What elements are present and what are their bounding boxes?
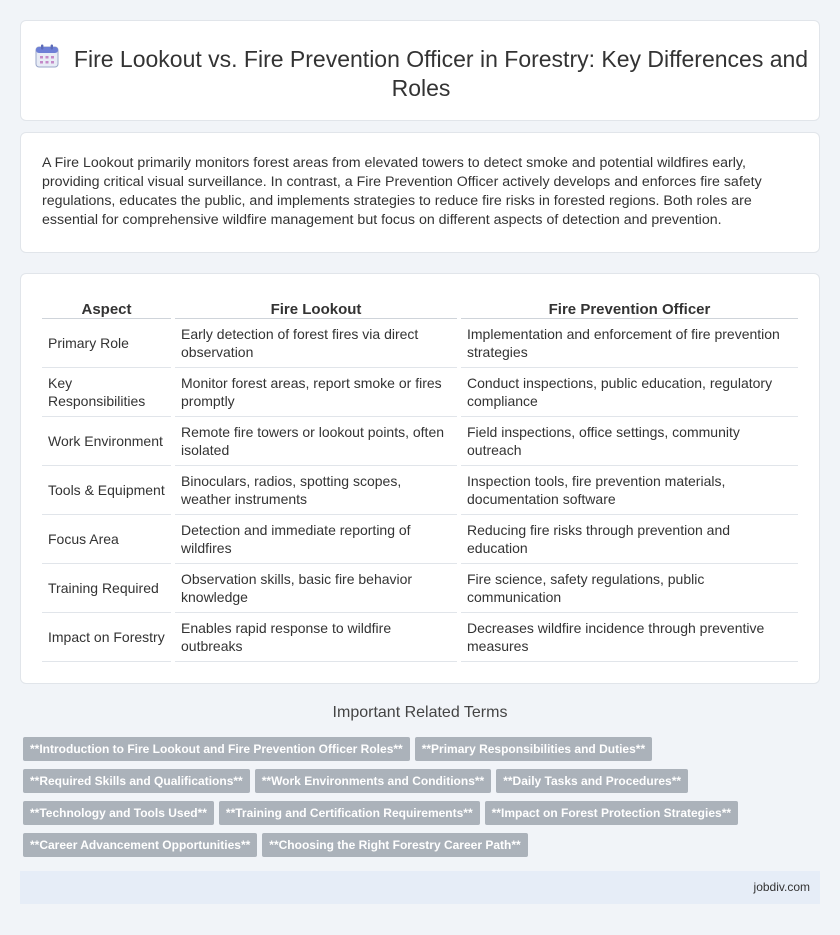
table-row [42,515,798,564]
row-fire-lookout: Binoculars, radios, spotting scopes, weather instruments [175,466,457,515]
row-fire-prevention-officer: Decreases wildfire incidence through preventive measures [461,613,798,662]
table-row [42,319,798,368]
row-aspect: Key Responsibilities [42,368,171,417]
related-term-tag[interactable]: **Impact on Forest Protection Strategies** [485,801,738,825]
header-fire-prevention-officer: Fire Prevention Officer [461,295,798,319]
table-row [42,466,798,515]
row-fire-lookout: Observation skills, basic fire behavior knowledge [175,564,457,613]
row-fire-lookout: Monitor forest areas, report smoke or fires promptly [175,368,457,417]
intro-card [20,132,820,253]
header-fire-lookout: Fire Lookout [175,295,457,319]
table-row [42,564,798,613]
footer [20,871,820,904]
row-fire-lookout: Early detection of forest fires via direct observation [175,319,457,368]
page-title-wrap [21,43,821,103]
row-fire-prevention-officer: Fire science, safety regulations, public communication [461,564,798,613]
row-fire-prevention-officer: Reducing fire risks through prevention and education [461,515,798,564]
row-fire-lookout: Enables rapid response to wildfire outbreaks [175,613,457,662]
page-title: Fire Lookout vs. Fire Prevention Officer in Forestry: Key Differences and Roles [73,46,809,101]
row-aspect: Training Required [42,564,171,613]
related-terms-title: Important Related Terms [332,704,508,721]
row-aspect: Tools & Equipment [42,466,171,515]
related-term-tag[interactable]: **Required Skills and Qualifications** [23,769,250,793]
related-term-tag[interactable]: **Daily Tasks and Procedures** [496,769,688,793]
row-fire-prevention-officer: Implementation and enforcement of fire prevention strategies [461,319,798,368]
row-fire-prevention-officer: Inspection tools, fire prevention materials, documentation software [461,466,798,515]
related-term-tag[interactable]: **Technology and Tools Used** [23,801,214,825]
row-aspect: Work Environment [42,417,171,466]
header-aspect: Aspect [42,295,171,319]
table-row [42,368,798,417]
table-row [42,417,798,466]
footer-site-link[interactable]: jobdiv.com [753,880,810,894]
row-fire-lookout: Remote fire towers or lookout points, often isolated [175,417,457,466]
related-term-tag[interactable]: **Work Environments and Conditions** [255,769,491,793]
related-terms-list [23,737,732,865]
intro-text: A Fire Lookout primarily monitors forest areas from elevated towers to detect smoke and potential wildfires early, providing critical visual surveillance. In contrast, a Fire Prevention Officer actively develops and enforces fire safety regulations, educates the public, and implements strategies to reduce fire risks in forested regions. Both roles are essential for comprehensive wildfire management but focus on different aspects of detection and prevention. [42,155,762,228]
row-fire-prevention-officer: Field inspections, office settings, community outreach [461,417,798,466]
table-row [42,613,798,662]
calendar-icon [34,43,60,69]
related-term-tag[interactable]: **Primary Responsibilities and Duties** [415,737,652,761]
row-fire-prevention-officer: Conduct inspections, public education, regulatory compliance [461,368,798,417]
related-term-tag[interactable]: **Training and Certification Requirements** [219,801,480,825]
related-term-tag[interactable]: **Choosing the Right Forestry Career Path** [262,833,527,857]
related-term-tag[interactable]: **Introduction to Fire Lookout and Fire Prevention Officer Roles** [23,737,410,761]
row-aspect: Impact on Forestry [42,613,171,662]
table-header-row [42,295,798,319]
header-card [20,20,820,121]
related-term-tag[interactable]: **Career Advancement Opportunities** [23,833,257,857]
row-aspect: Focus Area [42,515,171,564]
row-fire-lookout: Detection and immediate reporting of wildfires [175,515,457,564]
comparison-table [42,295,798,662]
comparison-card [20,273,820,684]
row-aspect: Primary Role [42,319,171,368]
